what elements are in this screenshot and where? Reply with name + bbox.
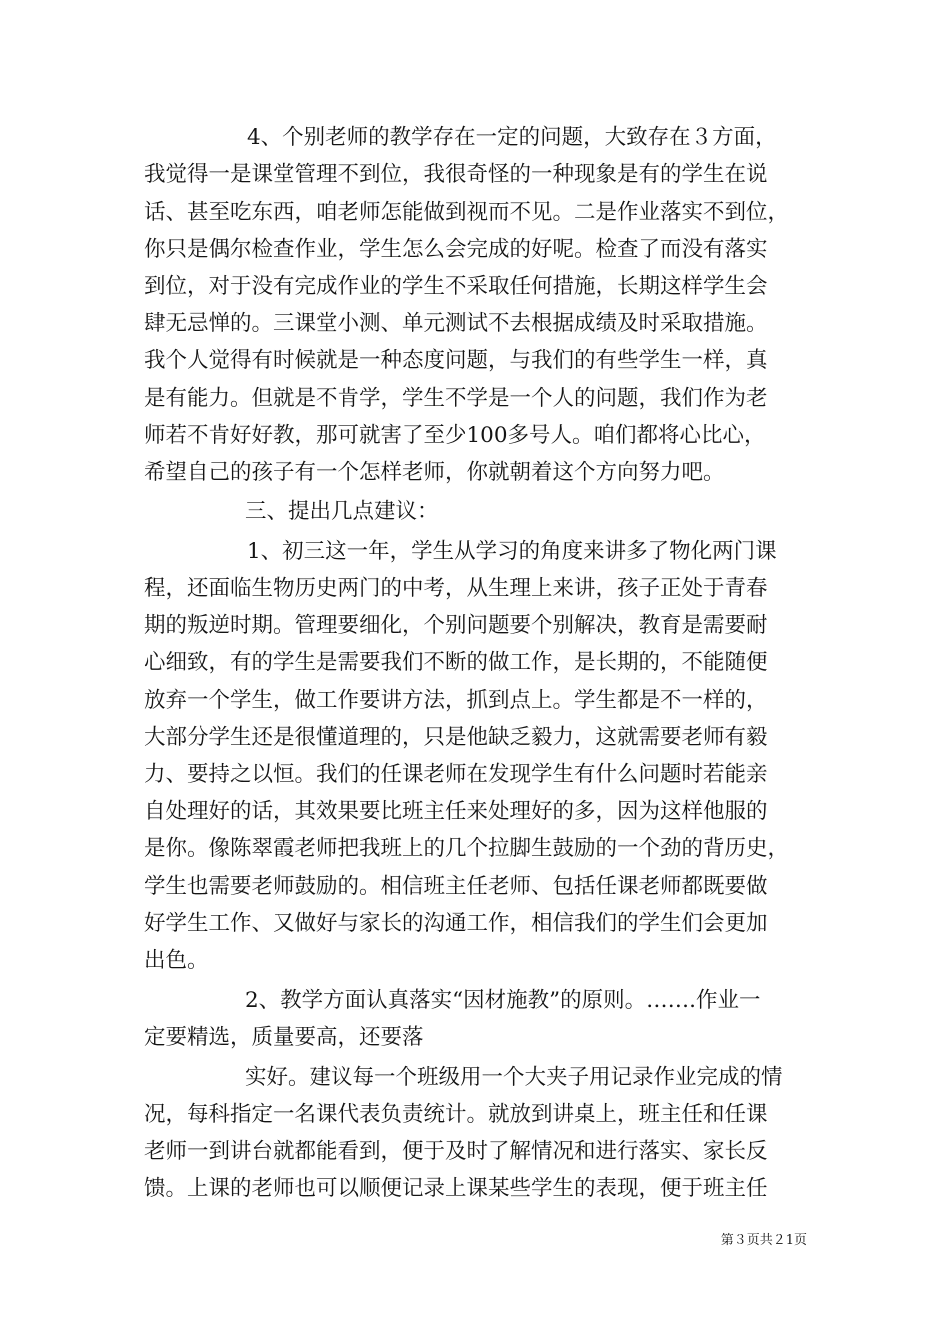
text-line: 4、个别老师的教学存在一定的问题，大致存在３方面，: [247, 125, 777, 150]
text-line: 期的叛逆时期。管理要细化，个别问题要个别解决，教育是需要耐: [144, 613, 768, 638]
text-line: 师若不肯好好教，那可就害了至少100多号人。咱们都将心比心，: [144, 423, 766, 448]
text-line: 放弃一个学生，做工作要讲方法，抓到点上。学生都是不一样的，: [144, 688, 768, 713]
text-line: 力、要持之以恒。我们的任课老师在发现学生有什么问题时若能亲: [144, 762, 768, 787]
page-number: 第３页共２1页: [720, 1233, 807, 1248]
text-line: 我个人觉得有时候就是一种态度问题，与我们的有些学生一样，真: [144, 348, 768, 373]
text-line: 到位，对于没有完成作业的学生不采取任何措施，长期这样学生会: [144, 274, 768, 299]
text-line: 老师一到讲台就都能看到，便于及时了解情况和进行落实、家长反: [144, 1139, 768, 1164]
text-line: 出色。: [144, 948, 209, 973]
text-line: 程，还面临生物历史两门的中考，从生理上来讲，孩子正处于青春: [144, 576, 768, 601]
text-line: 定要精选，质量要高，还要落: [144, 1025, 424, 1050]
text-line: 话、甚至吃东西，咱老师怎能做到视而不见。二是作业落实不到位，: [144, 200, 790, 225]
section-heading: 三、提出几点建议：: [245, 499, 439, 524]
text-line: 是你。像陈翠霞老师把我班上的几个拉脚生鼓励的一个劲的背历史，: [144, 836, 790, 861]
text-line: 希望自己的孩子有一个怎样老师，你就朝着这个方向努力吧。: [144, 460, 725, 485]
text-line: 1、初三这一年，学生从学习的角度来讲多了物化两门课: [247, 539, 777, 564]
text-line: 肆无忌惮的。三课堂小测、单元测试不去根据成绩及时采取措施。: [144, 311, 768, 336]
text-line: 好学生工作、又做好与家长的沟通工作，相信我们的学生们会更加: [144, 911, 768, 936]
text-line: 是有能力。但就是不肯学，学生不学是一个人的问题，我们作为老: [144, 386, 768, 411]
text-line: 自处理好的话，其效果要比班主任来处理好的多，因为这样他服的: [144, 799, 768, 824]
text-line: 况，每科指定一名课代表负责统计。就放到讲桌上，班主任和任课: [144, 1102, 768, 1127]
text-line: 2、教学方面认真落实“因材施教”的原则。…….作业一: [245, 988, 761, 1013]
text-line: 心细致，有的学生是需要我们不断的做工作，是长期的，不能随便: [144, 650, 768, 675]
text-line: 你只是偶尔检查作业，学生怎么会完成的好呢。检查了而没有落实: [144, 237, 768, 262]
text-line: 我觉得一是课堂管理不到位，我很奇怪的一种现象是有的学生在说: [144, 162, 768, 187]
text-line: 大部分学生还是很懂道理的，只是他缺乏毅力，这就需要老师有毅: [144, 725, 768, 750]
text-line: 馈。上课的老师也可以顺便记录上课某些学生的表现，便于班主任: [144, 1176, 768, 1201]
text-line: 学生也需要老师鼓励的。相信班主任老师、包括任课老师都既要做: [144, 874, 768, 899]
text-line: 实好。建议每一个班级用一个大夹子用记录作业完成的情: [245, 1065, 783, 1090]
